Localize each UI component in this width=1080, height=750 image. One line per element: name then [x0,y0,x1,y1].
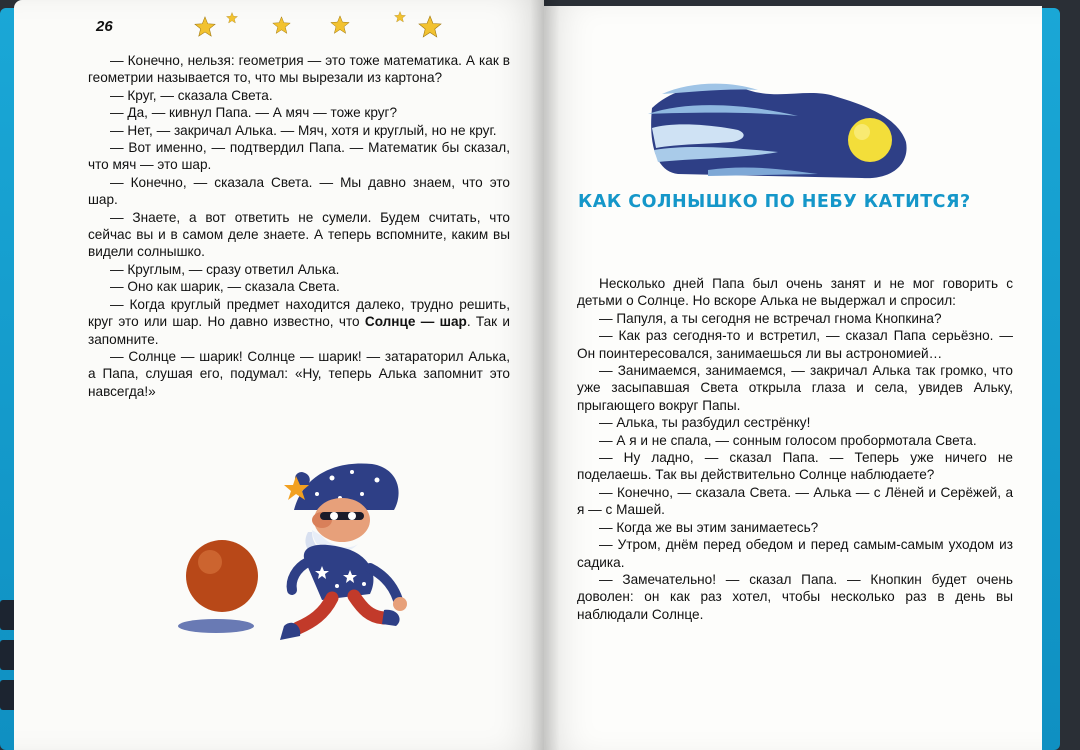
star-icon [194,16,216,38]
star-icon [272,16,291,35]
gnome-illustration [172,458,417,648]
left-page-text [88,52,510,400]
paragraph: — Солнце — шарик! Солнце — шарик! — затараторил Алька, а Папа, слушая его, подумал: «Ну, теперь Алька запомнит это навсегда!» [88,348,510,399]
paragraph: — Как раз сегодня-то и встретил, — сказал Папа серьёзно. — Он поинтересовался, занимаешься ли вы астрономией… [577,328,1013,361]
paragraph: — Круг, — сказала Света. [110,87,273,103]
paragraph: — Оно как шарик, — сказала Света. [110,279,340,295]
paragraph: — Да, — кивнул Папа. — А мяч — тоже круг? [110,105,398,121]
paragraph: — Когда же вы этим занимаетесь? [599,519,819,535]
emphasis-text: Солнце — шар [364,314,467,330]
text-run: — Когда круглый предмет находится далеко, трудно решить, круг это или шар. Но давно известно, что [88,296,510,330]
text-run: . Так и запомните. [88,314,510,347]
paragraph: — Занимаемся, занимаемся, — закричал Алька так громко, что уже засыпавшая Света открыла глаза и села, увидев Альку, прыгающего вокруг Папы. [577,363,1013,413]
paragraph: — Утром, днём перед обедом и перед самым-самым уходом из садика. [577,537,1013,570]
night-sky-illustration [648,78,910,184]
page-number: 26 [96,18,113,35]
star-icon [418,15,442,39]
star-row [190,10,450,40]
right-page-text [577,275,1013,623]
paragraph: — Нет, — закричал Алька. — Мяч, хотя и круглый, но не круг. [110,122,497,138]
paragraph: — Круглым, — сразу ответил Алька. [110,261,340,277]
paragraph-with-emphasis [88,296,510,348]
paragraph: Несколько дней Папа был очень занят и не мог говорить с детьми о Солнце. Но вскоре Алька не выдержал и спросил: [577,276,1013,309]
paragraph: — Конечно, нельзя: геометрия — это тоже математика. А как в геометрии называется то, что мы вырезали из картона? [88,53,510,86]
star-icon [330,15,350,35]
paragraph: — Ну ладно, — сказал Папа. — Теперь уже ничего не поделаешь. Так вы действительно Солнце наблюдаете? [577,450,1013,483]
star-icon [394,11,406,23]
paragraph: — Папуля, а ты сегодня не встречал гнома Кнопкина? [599,310,942,326]
paragraph: — А я и не спала, — сонным голосом пробормотала Света. [599,432,977,448]
star-icon [226,12,238,24]
paragraph: — Вот именно, — подтвердил Папа. — Математик бы сказал, что мяч — это шар. [88,140,510,173]
paragraph: — Конечно, — сказала Света. — Алька — с Лёней и Серёжей, а я — с Машей. [577,484,1013,518]
ball-illustration [186,540,258,612]
paragraph: — Конечно, — сказала Света. — Мы давно знаем, что это шар. [88,174,510,208]
sun-icon [848,118,892,162]
paragraph: — Замечательно! — сказал Папа. — Кнопкин будет очень доволен: он как раз хотел, чтобы несколько раз в день вы наблюдали Солнце. [577,571,1013,622]
paragraph: — Алька, ты разбудил сестрёнку! [599,415,811,431]
paragraph: — Знаете, а вот ответить не сумели. Будем считать, что сейчас вы и в самом деле знаете. А теперь вспомните, каким вы видели солнышко. [88,209,510,260]
ball-shadow [178,619,254,633]
chapter-title: КАК СОЛНЫШКО ПО НЕБУ КАТИТСЯ? [578,192,971,212]
